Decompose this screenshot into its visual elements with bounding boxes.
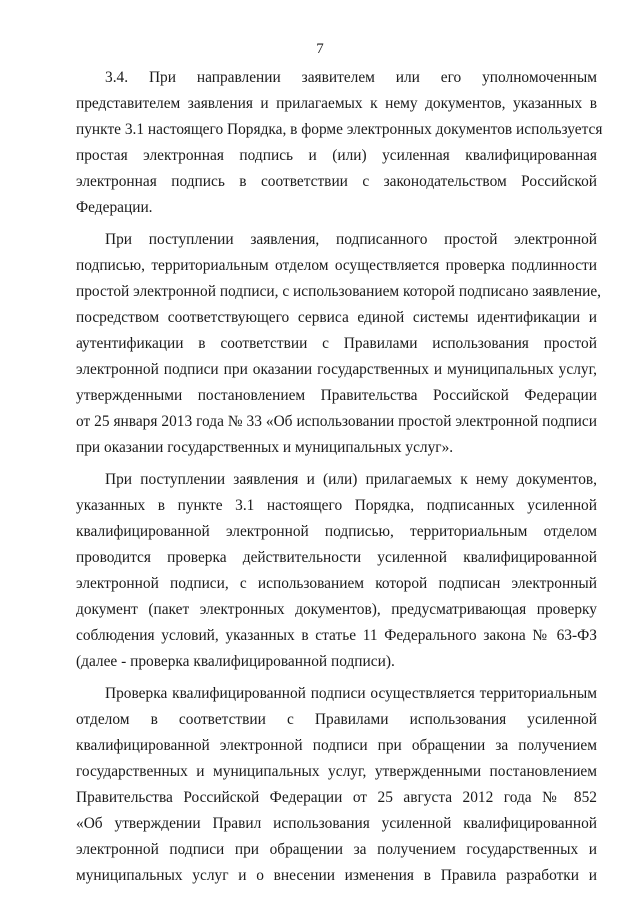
paragraph-1-line-5: электронная подпись в соответствии с законодательством Российской [76, 173, 597, 190]
paragraph-3-line-7: соблюдения условий, указанных в статье 11 Федерального закона № 63-ФЗ [76, 627, 597, 644]
paragraph-2-line-2: подписью, территориальным отделом осуществляется проверка подлинности [76, 257, 597, 274]
paragraph-3-line-3: квалифицированной электронной подписью, территориальным отделом [76, 523, 597, 540]
paragraph-4-line-2: отделом в соответствии с Правилами использования усиленной [76, 711, 597, 728]
paragraph-1-line-3: пункте 3.1 настоящего Порядка, в форме электронных документов используется [76, 121, 603, 138]
paragraph-4-line-1: Проверка квалифицированной подписи осуществляется территориальным [105, 685, 597, 702]
paragraph-4-line-4: государственных и муниципальных услуг, утвержденными постановлением [76, 763, 597, 780]
paragraph-3-line-5: электронной подписи, с использованием которой подписан электронный [76, 575, 597, 592]
paragraph-2-line-6: электронной подписи при оказании государственных и муниципальных услуг, [76, 361, 597, 378]
paragraph-2-line-9: при оказании государственных и муниципальных услуг». [76, 439, 454, 456]
paragraph-2-line-5: аутентификации в соответствии с Правилами использования простой [76, 335, 597, 352]
paragraph-3-line-4: проводится проверка действительности усиленной квалифицированной [76, 549, 597, 566]
paragraph-1-line-2: представителем заявления и прилагаемых к нему документов, указанных в [76, 95, 597, 112]
paragraph-4-line-5: Правительства Российской Федерации от 25 августа 2012 года № 852 [76, 789, 597, 806]
paragraph-1-line-1: 3.4. При направлении заявителем или его уполномоченным [105, 69, 597, 86]
paragraph-3-line-6: документ (пакет электронных документов), предусматривающая проверку [76, 601, 597, 618]
paragraph-3-line-1: При поступлении заявления и (или) прилагаемых к нему документов, [105, 471, 597, 488]
paragraph-3-line-2: указанных в пункте 3.1 настоящего Порядка, подписанных усиленной [76, 497, 597, 514]
paragraph-2-line-8: от 25 января 2013 года № 33 «Об использовании простой электронной подписи [76, 413, 597, 430]
paragraph-4-line-3: квалифицированной электронной подписи при обращении за получением [76, 737, 597, 754]
paragraph-4-line-6: «Об утверждении Правил использования усиленной квалифицированной [76, 815, 597, 832]
paragraph-2-line-4: посредством соответствующего сервиса единой системы идентификации и [76, 309, 597, 326]
page-number: 7 [316, 41, 324, 57]
paragraph-2-line-1: При поступлении заявления, подписанного простой электронной [105, 231, 597, 248]
paragraph-2-line-3: простой электронной подписи, с использованием которой подписано заявление, [76, 283, 602, 300]
paragraph-1-line-6: Федерации. [76, 199, 153, 216]
paragraph-1-line-4: простая электронная подпись и (или) усиленная квалифицированная [76, 147, 597, 164]
paragraph-4-line-8: муниципальных услуг и о внесении изменения в Правила разработки и [76, 867, 597, 884]
paragraph-4-line-7: электронной подписи при обращении за получением государственных и [76, 841, 597, 858]
paragraph-3-line-8: (далее - проверка квалифицированной подписи). [76, 653, 395, 670]
paragraph-2-line-7: утвержденными постановлением Правительства Российской Федерации [76, 387, 597, 404]
